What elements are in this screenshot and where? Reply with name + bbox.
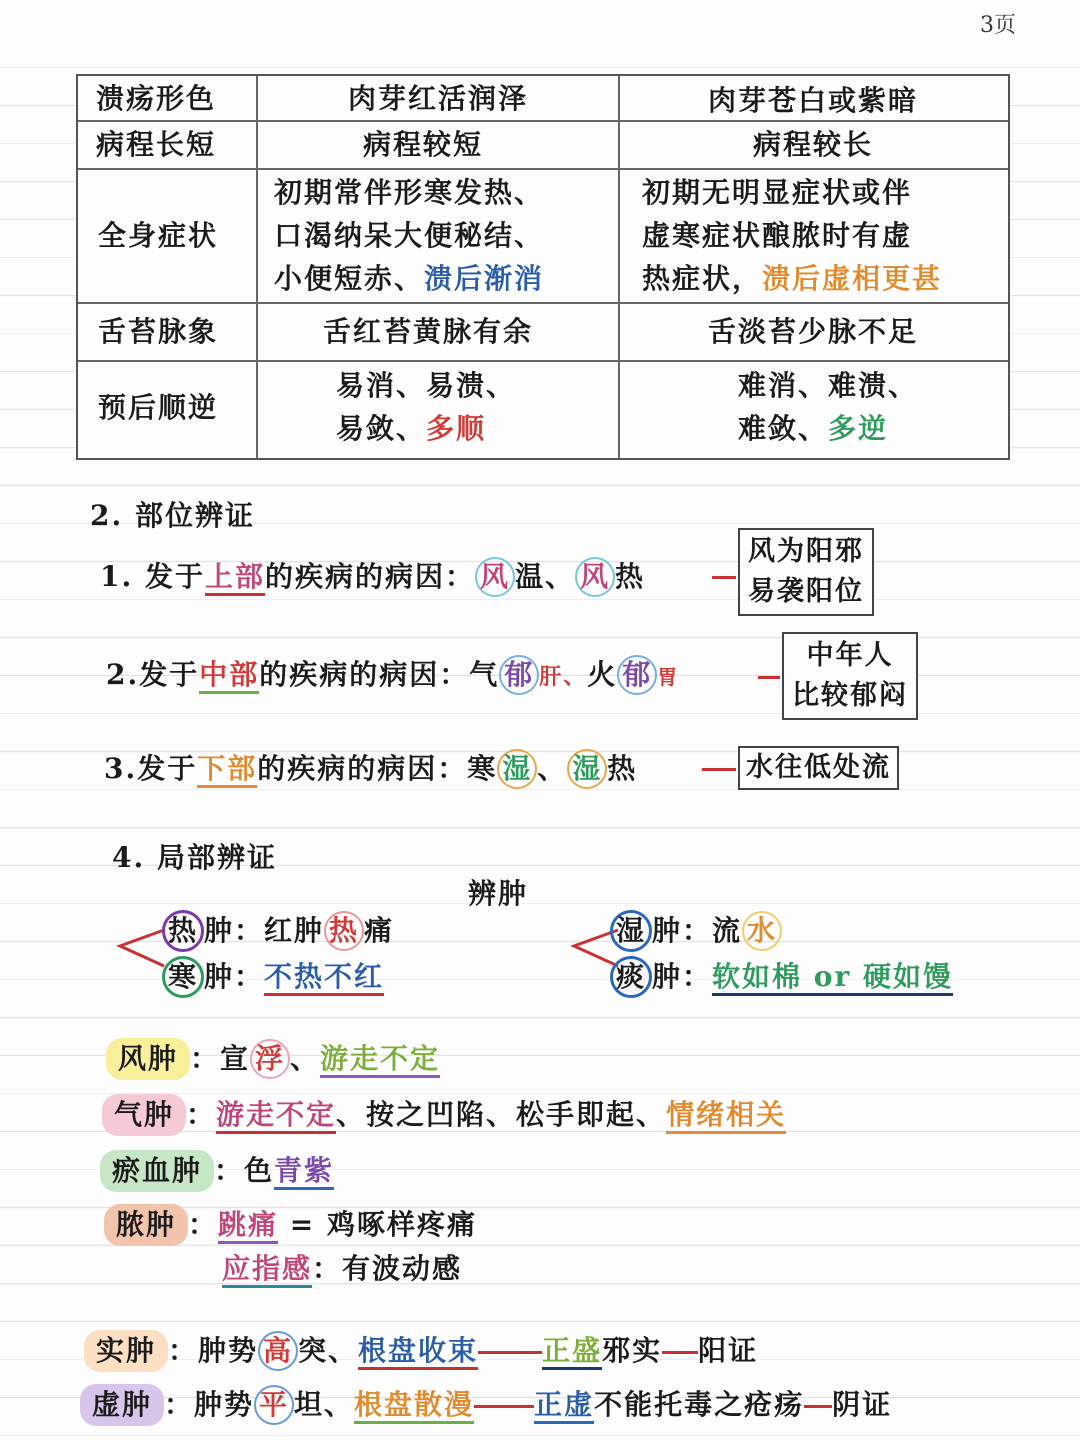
line-text: 痛 [364, 914, 395, 947]
line-text: 、 [290, 1042, 321, 1075]
hot-swelling [162, 910, 394, 952]
line-text: ：宣 [190, 1042, 251, 1075]
line-text: ：有波动感 [312, 1252, 463, 1285]
table-cell: 肉芽苍白或紫暗 [707, 83, 918, 117]
line-text: 热 [607, 752, 638, 785]
line-text: 肿：红肿 [204, 914, 325, 947]
note-line: 易袭阳位 [748, 576, 864, 607]
cell-line: 初期无明显症状或伴 [642, 175, 913, 209]
key-term: 游走不定 [320, 1042, 440, 1078]
line-text: 胃 [657, 665, 680, 689]
note-line: 比较郁闷 [792, 680, 908, 711]
circled-char: 热 [162, 910, 204, 952]
location-line-lower [104, 748, 637, 790]
connector-dash [712, 576, 736, 579]
line-text: = 鸡啄样疼痛 [278, 1208, 478, 1241]
circled-char: 郁 [617, 655, 657, 695]
note-box [738, 528, 874, 616]
comparison-table [76, 74, 1010, 460]
swelling-label: 风肿 [106, 1038, 190, 1080]
connector-dash [758, 676, 780, 679]
note-line: 水往低处流 [746, 752, 891, 783]
note-line: 风为阳邪 [748, 536, 864, 567]
line-text: 肿：流 [652, 914, 743, 947]
line-text: 温、 [515, 560, 576, 593]
line-text: 、 [537, 752, 568, 785]
key-term: 软如棉 or 硬如馒 [712, 960, 953, 996]
note-box [738, 746, 899, 790]
table-cell [738, 360, 998, 454]
subheading: 辨肿 [468, 877, 529, 910]
cell-line [642, 257, 942, 300]
key-term: 中部 [199, 658, 259, 694]
circled-char: 浮 [250, 1039, 290, 1079]
note-box [782, 632, 918, 720]
circled-char: 风 [575, 557, 615, 597]
cell-line [336, 407, 486, 450]
cell-text: 易敛、 [336, 412, 427, 445]
line-text: 火 [587, 658, 618, 691]
cell-text: 热症状， [642, 261, 763, 295]
key-term: 根盘散漫 [354, 1388, 474, 1424]
section-heading: 4. 局部辨证 [112, 841, 277, 874]
line-text: ： [188, 1208, 219, 1241]
damp-swelling [610, 910, 782, 952]
table-cell [274, 168, 614, 302]
line-text: 的疾病的病因：寒 [257, 752, 498, 785]
circled-char: 水 [742, 911, 782, 951]
key-term: 根盘收束 [358, 1334, 478, 1370]
blood-stasis-swelling [100, 1150, 334, 1192]
key-term: 应指感 [222, 1252, 312, 1288]
key-term: 跳痛 [218, 1208, 278, 1244]
table-cell [642, 168, 1006, 302]
row-label: 全身症状 [98, 218, 219, 252]
line-text: 阴证 [832, 1388, 893, 1421]
line-text: 1. 发于 [100, 560, 205, 593]
table-cell: 肉芽红活润泽 [347, 81, 528, 115]
location-line-middle [106, 654, 679, 698]
circled-char: 湿 [497, 749, 537, 789]
highlight-text: 溃后虚相更甚 [762, 261, 943, 295]
line-text: 肝、 [539, 664, 588, 690]
connector-dash [804, 1405, 832, 1408]
wind-swelling [106, 1038, 440, 1080]
line-text: ： [186, 1098, 217, 1131]
line-text: ：肿势 [168, 1334, 259, 1367]
cold-swelling [162, 956, 384, 998]
cell-line [738, 407, 888, 450]
line-text: 肿： [652, 960, 713, 993]
highlight-text: 多顺 [426, 412, 487, 445]
excess-swelling [84, 1330, 758, 1372]
line-text: 的疾病的病因： [265, 560, 476, 593]
line-text: 肿： [204, 960, 265, 993]
connector-dash [702, 768, 736, 771]
circled-char: 高 [258, 1331, 298, 1371]
section-heading: 2. 部位辨证 [90, 499, 255, 532]
deficiency-swelling [80, 1384, 892, 1426]
swelling-label: 虚肿 [80, 1384, 164, 1426]
cell-text: 难敛、 [738, 412, 829, 445]
circled-char: 寒 [162, 956, 204, 998]
table-cell: 病程较短 [362, 127, 483, 161]
connector-dash [474, 1405, 534, 1408]
cell-line: 易消、易溃、 [336, 369, 517, 402]
cell-line [274, 257, 544, 300]
line-text: 邪实 [602, 1334, 663, 1367]
key-term: 下部 [197, 752, 257, 788]
key-term: 情绪相关 [666, 1098, 786, 1134]
line-text: 2.发于 [106, 658, 200, 691]
highlight-text: 多逆 [828, 412, 889, 445]
row-label: 预后顺逆 [98, 390, 219, 424]
pus-swelling [104, 1204, 477, 1246]
swelling-label: 瘀血肿 [100, 1150, 214, 1192]
line-text: ：肿势 [164, 1388, 255, 1421]
swelling-label: 气肿 [102, 1094, 186, 1136]
key-term: 游走不定 [216, 1098, 336, 1134]
circled-char: 平 [254, 1385, 294, 1425]
line-text: 突、 [298, 1334, 359, 1367]
circled-char: 痰 [610, 956, 652, 998]
key-term: 正盛 [542, 1334, 602, 1370]
circled-char: 热 [324, 911, 364, 951]
row-label: 病程长短 [96, 127, 217, 161]
swelling-label: 脓肿 [104, 1204, 188, 1246]
table-cell: 舌红苔黄脉有余 [322, 314, 533, 348]
pus-swelling-fluctuation [222, 1248, 462, 1290]
line-text: 坦、 [294, 1388, 355, 1421]
cell-line: 难消、难溃、 [738, 369, 919, 402]
location-line-upper [100, 556, 645, 598]
line-text: 、按之凹陷、松手即起、 [336, 1098, 667, 1131]
cell-line: 初期常伴形寒发热、 [274, 175, 545, 209]
cell-text: 小便短赤、 [274, 261, 425, 295]
phlegm-swelling [610, 956, 953, 998]
swelling-label: 实肿 [84, 1330, 168, 1372]
line-text: 3.发于 [104, 752, 198, 785]
highlight-text: 溃后渐消 [424, 261, 545, 295]
connector-dash [478, 1351, 542, 1354]
key-term: 正虚 [534, 1388, 594, 1424]
table-cell [336, 360, 596, 454]
key-term: 上部 [205, 560, 265, 596]
line-text: 热 [615, 560, 646, 593]
circled-char: 湿 [610, 910, 652, 952]
line-text: 阳证 [698, 1334, 759, 1367]
circled-char: 郁 [499, 655, 539, 695]
connector-dash [662, 1351, 698, 1354]
row-label: 溃疡形色 [96, 81, 217, 115]
line-text: 的疾病的病因：气 [259, 658, 500, 691]
note-line: 中年人 [806, 640, 894, 671]
table-cell: 舌淡苔少脉不足 [707, 314, 918, 348]
circled-char: 湿 [567, 749, 607, 789]
key-term: 青紫 [274, 1154, 334, 1190]
key-term: 不热不红 [264, 960, 384, 996]
row-label: 舌苔脉象 [98, 314, 219, 348]
line-text: ：色 [214, 1154, 275, 1187]
circled-char: 风 [475, 557, 515, 597]
cell-line: 口渴纳呆大便秘结、 [274, 218, 545, 252]
page-number: 3页 [980, 13, 1016, 38]
cell-line: 虚寒症状酿脓时有虚 [642, 218, 913, 252]
line-text: 不能托毒之疮疡 [594, 1388, 805, 1421]
qi-swelling [102, 1094, 786, 1136]
table-cell: 病程较长 [752, 127, 873, 161]
